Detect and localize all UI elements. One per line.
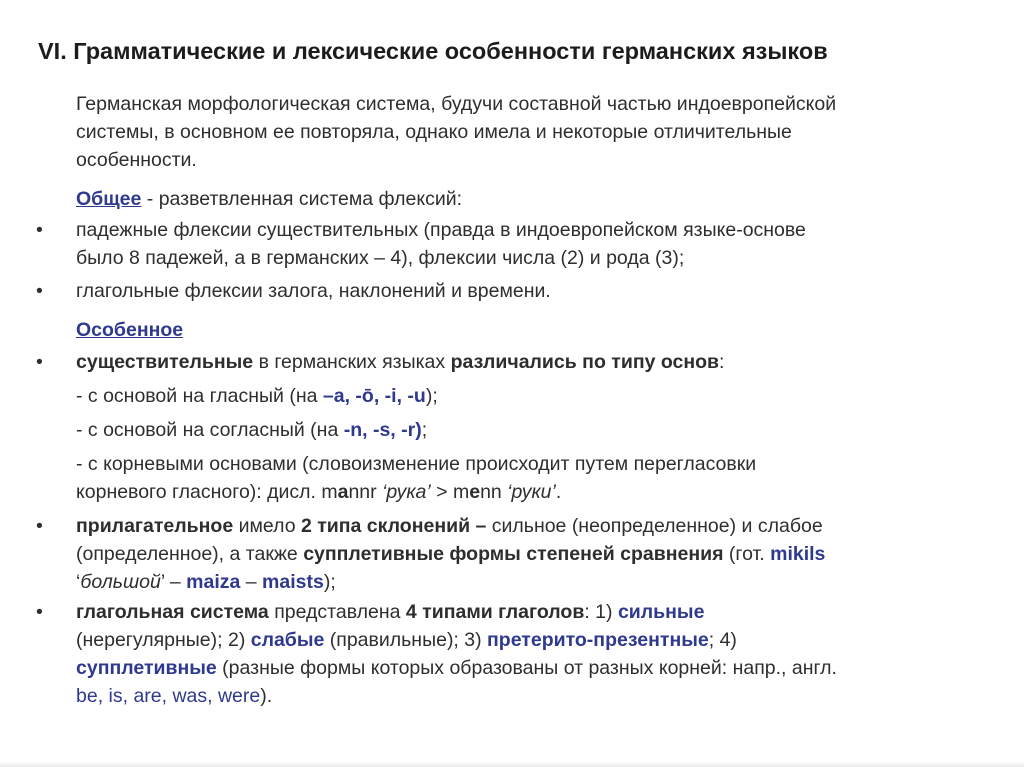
bullet-marker: • <box>36 351 43 373</box>
bullet-marker: • <box>36 515 43 537</box>
verbs-bullet: глагольная система представлена 4 типами глаголов: 1) сильные (нерегулярные); 2) слабые (правильные); 3) претерито-презентные; 4) супплетивные (разные формы которых образованы от разных корней: напр., англ. be, is, are, was, were). <box>76 601 837 707</box>
bullet-marker: • <box>36 219 43 241</box>
bullet-marker: • <box>36 280 43 302</box>
root-stem-line: - с корневыми основами (словоизменение происходит путем перегласовки корневого гласного): дисл. mannr ‘рука’ > menn ‘руки’. <box>76 453 757 503</box>
vowel-stem-line: - с основой на гласный (на –a, -ō, -i, -u); <box>76 385 438 407</box>
general-heading-rest: - разветвленная система флексий: <box>141 188 463 210</box>
intro-line-3: особенности. <box>76 149 197 171</box>
adjective-bullet: прилагательное имело 2 типа склонений – сильное (неопределенное) и слабое (определенное), а также супплетивные формы степеней сравнения (гот. mikils ‘большой’ – maiza – maists); <box>76 515 826 593</box>
general-heading-row <box>76 185 976 213</box>
general-bullet-2: глагольные флексии залога, наклонений и времени. <box>76 280 551 302</box>
bullet-marker: • <box>36 601 43 623</box>
general-heading: Общее <box>76 188 142 210</box>
special-heading-row <box>76 316 976 344</box>
nouns-bullet: существительные в германских языках различались по типу основ: <box>76 351 725 373</box>
intro-line-2: системы, в основном ее повторяла, однако имела и некоторые отличительные <box>76 121 792 143</box>
consonant-stem-line: - с основой на согласный (на -n, -s, -r); <box>76 419 428 441</box>
general-bullet-1: падежные флексии существительных (правда в индоевропейском языке-основе было 8 падежей, а в германских – 4), флексии числа (2) и рода (3); <box>76 219 806 269</box>
bottom-edge <box>0 762 1024 767</box>
special-heading: Особенное <box>76 319 184 341</box>
slide-title: VI. Грамматические и лексические особенности германских языков <box>38 38 828 64</box>
intro-line-1: Германская морфологическая система, будучи составной частью индоевропейской <box>76 93 837 115</box>
intro-paragraph <box>76 90 976 174</box>
